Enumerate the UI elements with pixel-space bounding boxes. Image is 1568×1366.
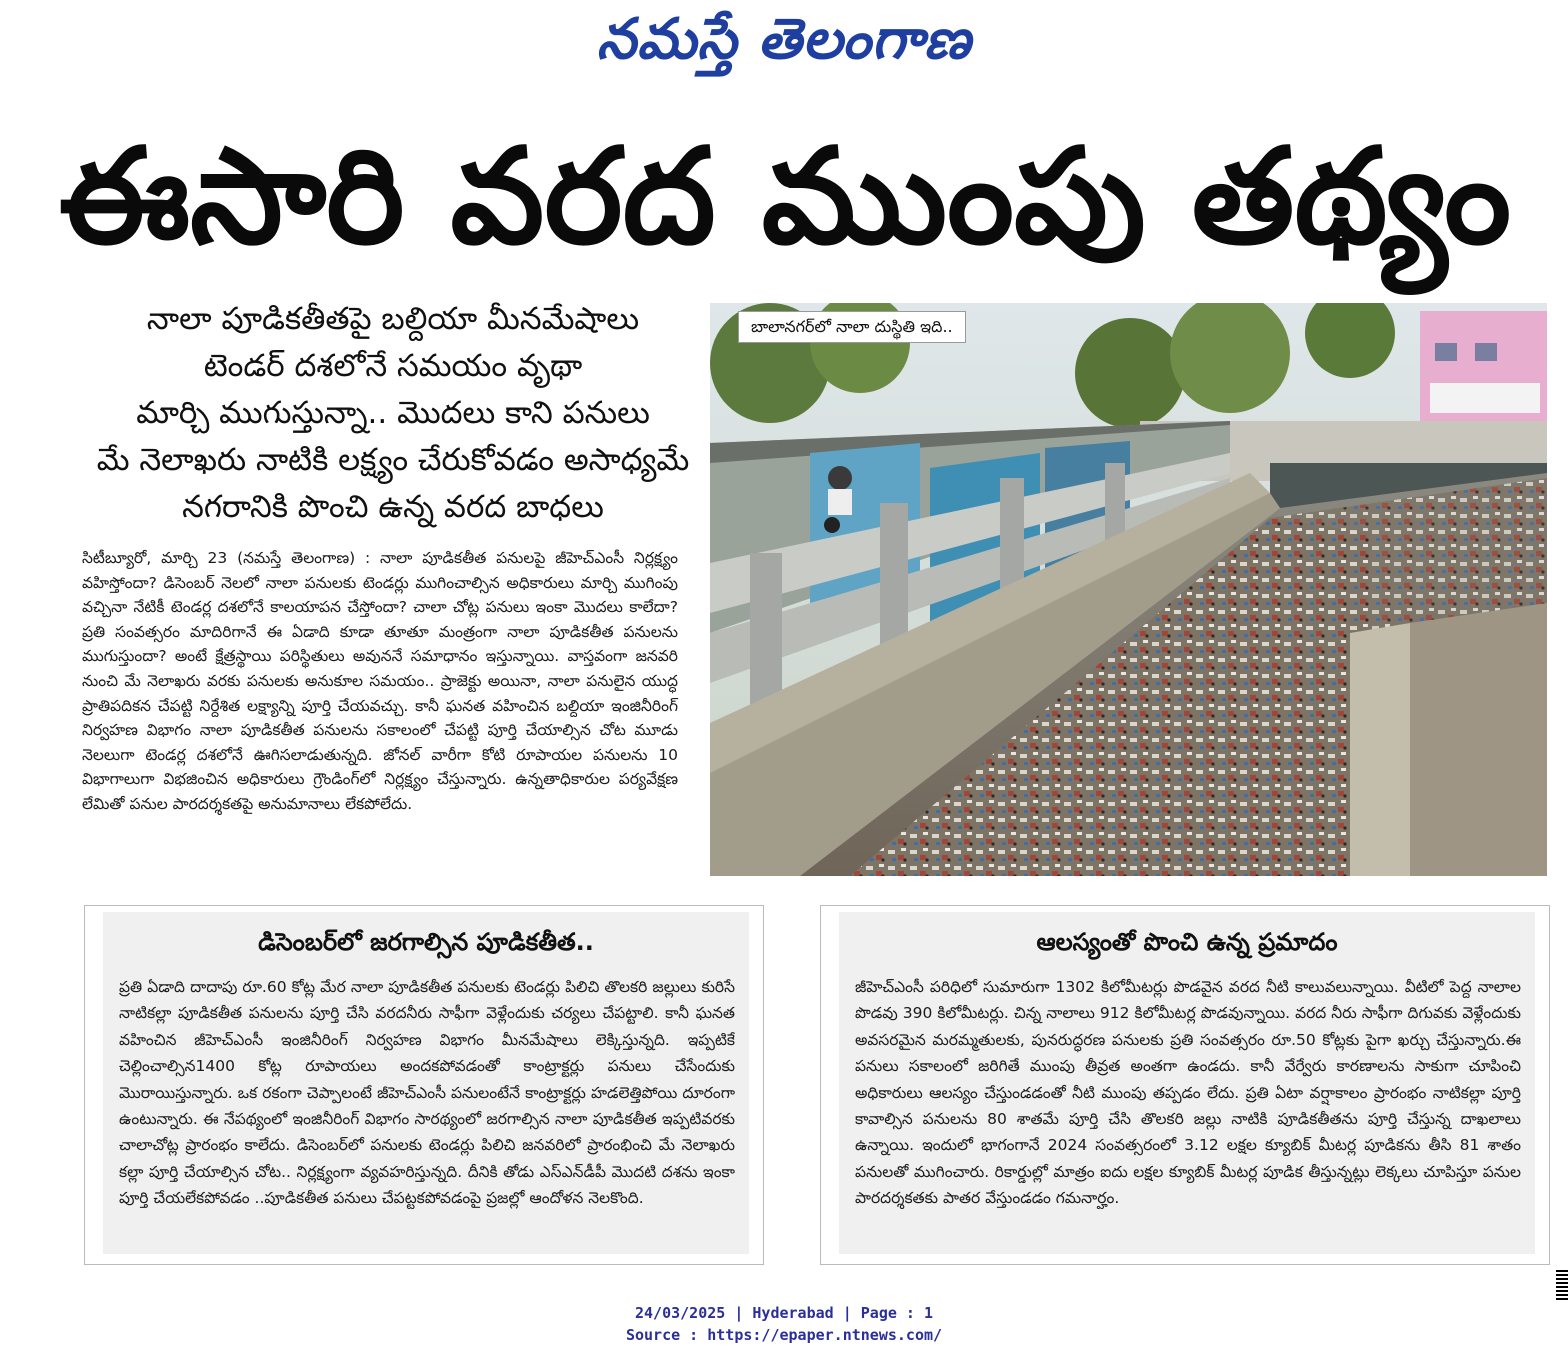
subheading-5: నగరానికి పొంచి ఉన్న వరద బాధలు	[182, 489, 604, 525]
nala-photo-illustration	[710, 303, 1547, 876]
sidebar-box-title: డిసెంబర్‌లో జరగాల్సిన పూడికతీత..	[258, 928, 594, 956]
sidebar-box-delay	[820, 905, 1550, 1265]
footer-source-link[interactable]: Source : https://epaper.ntnews.com/	[625, 1326, 943, 1344]
news-photo	[710, 303, 1547, 876]
sidebar-box-title: ఆలస్యంతో పొంచి ఉన్న ప్రమాదం	[1036, 928, 1338, 956]
subheading-4: మే నెలాఖరు నాటికి లక్ష్యం చేరుకోవడం అసాధ్యమే	[96, 442, 690, 478]
scan-edge-mark	[1556, 1270, 1568, 1300]
sidebar-box-fill	[839, 912, 1535, 1254]
sidebar-box-fill	[103, 912, 749, 1254]
subheading-3: మార్చి ముగుస్తున్నా.. మొదలు కాని పనులు	[136, 395, 650, 431]
sidebar-box-text: ప్రతి ఏడాది దాదాపు రూ.60 కోట్ల మేర నాలా పూడికతీత పనులకు టెండర్లు పిలిచి తొలకరి జల్లులు కురిసే నాటికల్లా పూడికతీత పనులను పూర్తి చేసి వరదనీరు సాఫీగా వెళ్లేందుకు చర్యలు చేపట్టాలి. కానీ ఘనత వహించిన జీహెచ్ఎంసీ ఇంజినీరింగ్ నిర్వహణ విభాగం మీనమేషాలు లెక్కిస్తున్నది. ఇప్పటికే చెల్లించాల్సిన1400 కోట్ల రూపాయలు అందకపోవడంతో కాంట్రాక్టర్లు పనులు చేసేందుకు మొరాయిస్తున్నారు. ఒక రకంగా చెప్పాలంటే జీహెచ్ఎంసీ పనులంటేనే కాంట్రాక్టర్లు హడలెత్తిపోయి దూరంగా ఉంటున్నారు. ఈ నేపథ్యంలో ఇంజినీరింగ్ విభాగం సారథ్యంలో జరగాల్సిన నాలా పూడికతీత ఇప్పటివరకు చాలాచోట్ల ప్రారంభం కాలేదు. డిసెంబర్‌లో పనులకు టెండర్లు పిలిచి జనవరిలో ప్రారంభించి మే నెలాఖరు కల్లా పూర్తి చేయాల్సిన చోట.. నిర్లక్ష్యంగా వ్యవహరిస్తున్నది. దీనికి తోడు ఎస్ఎన్‌డీపీ మొదటి దశను ఇంకా పూర్తి చేయలేకపోవడం ..పూడికతీత పనులు చేపట్టకపోవడంపై ప్రజల్లో ఆందోళన నెలకొంది.	[119, 978, 735, 1208]
subheadings	[78, 296, 708, 536]
subheading-2: టెండర్ దశలోనే సమయం వృథా	[203, 348, 583, 384]
footer-dateline: 24/03/2025 | Hyderabad | Page : 1	[634, 1304, 933, 1322]
sidebar-box-text: జీహెచ్ఎంసీ పరిధిలో సుమారుగా 1302 కిలోమీటర్లు పొడవైన వరద నీటి కాలువలున్నాయి. వీటిలో పెద్ద నాలాల పొడవు 390 కిలోమీటర్లు. చిన్న నాలాలు 912 కిలోమీటర్ల పొడవున్నాయి. వరద నీరు సాఫీగా దిగువకు వెళ్లేందుకు అవసరమైన మరమ్మతులకు, పునరుద్ధరణ పనులకు ప్రతి సంవత్సరం రూ.50 కోట్లకు పైగా ఖర్చు చేస్తున్నారు.ఈ పనులు సకాలంలో జరిగితే ముంపు తీవ్రత అంతగా ఉండదు. కానీ వేర్వేరు కారణాలను సాకుగా చూపించి అధికారులు ఆలస్యం చేస్తుండడంతో నీటి ముంపు తప్పడం లేదు. ప్రతి ఏటా వర్షాకాలం ప్రారంభం నాటికల్లా పూర్తి కావాల్సిన పనులను 80 శాతమే పూర్తి చేసి తొలకరి జల్లు నాటికి పూడికతీతను పూర్తి చేస్తున్న దాఖలాలు ఉన్నాయి. ఇందులో భాగంగానే 2024 సంవత్సరంలో 3.12 లక్షల క్యూబిక్ మీటర్ల పూడికను తీసి 81 శాతం పనులతో ముగించారు. రికార్డుల్లో మాత్రం ఐదు లక్షల క్యూబిక్ మీటర్ల పూడిక తీస్తున్నట్లు లెక్కలు చూపిస్తూ పనుల పారదర్శకతకు పాతర వేస్తుండడం గమనార్హం.	[855, 978, 1521, 1208]
masthead-logo: నమస్తే తెలంగాణ	[596, 7, 972, 72]
photo-caption: బాలానగర్‌లో నాలా దుస్థితి ఇది..	[738, 311, 966, 343]
headline: ఈసారి వరద ముంపు తథ్యం	[58, 120, 1512, 274]
lead-article-text: సిటీబ్యూరో, మార్చి 23 (నమస్తే తెలంగాణ) : నాలా పూడికతీత పనులపై జీహెచ్ఎంసీ నిర్లక్ష్యం వహిస్తోందా? డిసెంబర్ నెలలో నాలా పనులకు టెండర్లు ముగించాల్సిన అధికారులు మార్చి ముగింపు వచ్చినా నేటికీ టెండర్ల దశలోనే కాలయాపన చేస్తోందా? చాలా చోట్ల పనులు ఇంకా మొదలు కాలేదా? ప్రతి సంవత్సరం మాదిరిగానే ఈ ఏడాది కూడా తూతూ మంత్రంగా నాలా పూడికతీత పనులను ముగుస్తుందా? అంటే క్షేత్రస్థాయి పరిస్థితులు అవుననే సమాధానం ఇస్తున్నాయి. వాస్తవంగా జనవరి నుంచి మే నెలాఖరు వరకు పనులకు అనుకూల సమయం.. ప్రాజెక్టు అయినా, నాలా పనులైన యుద్ధ ప్రాతిపదికన చేపట్టి నిర్దేశిత లక్ష్యాన్ని పూర్తి చేయవచ్చు. కానీ ఘనత వహించిన బల్దియా ఇంజినీరింగ్ నిర్వహణ విభాగం నాలా పూడికతీత పనులను సకాలంలో చేపట్టి పూర్తి చేయాల్సిన చోట మూడు నెలలుగా టెండర్ల దశలోనే ఊగిసలాడుతున్నది. జోనల్ వారీగా కోటి రూపాయల పనులను 10 విభాగాలుగా విభజించిన అధికారులు గ్రౌండింగ్‌లో నిర్లక్ష్యం చేస్తున్నారు. ఉన్నతాధికారుల పర్యవేక్షణ లేమితో పనుల పారదర్శకతపై అనుమానాలు లేకపోలేదు.	[82, 549, 678, 813]
sidebar-box-december	[84, 905, 764, 1265]
subheading-1: నాలా పూడికతీతపై బల్దియా మీనమేషాలు	[146, 301, 640, 337]
